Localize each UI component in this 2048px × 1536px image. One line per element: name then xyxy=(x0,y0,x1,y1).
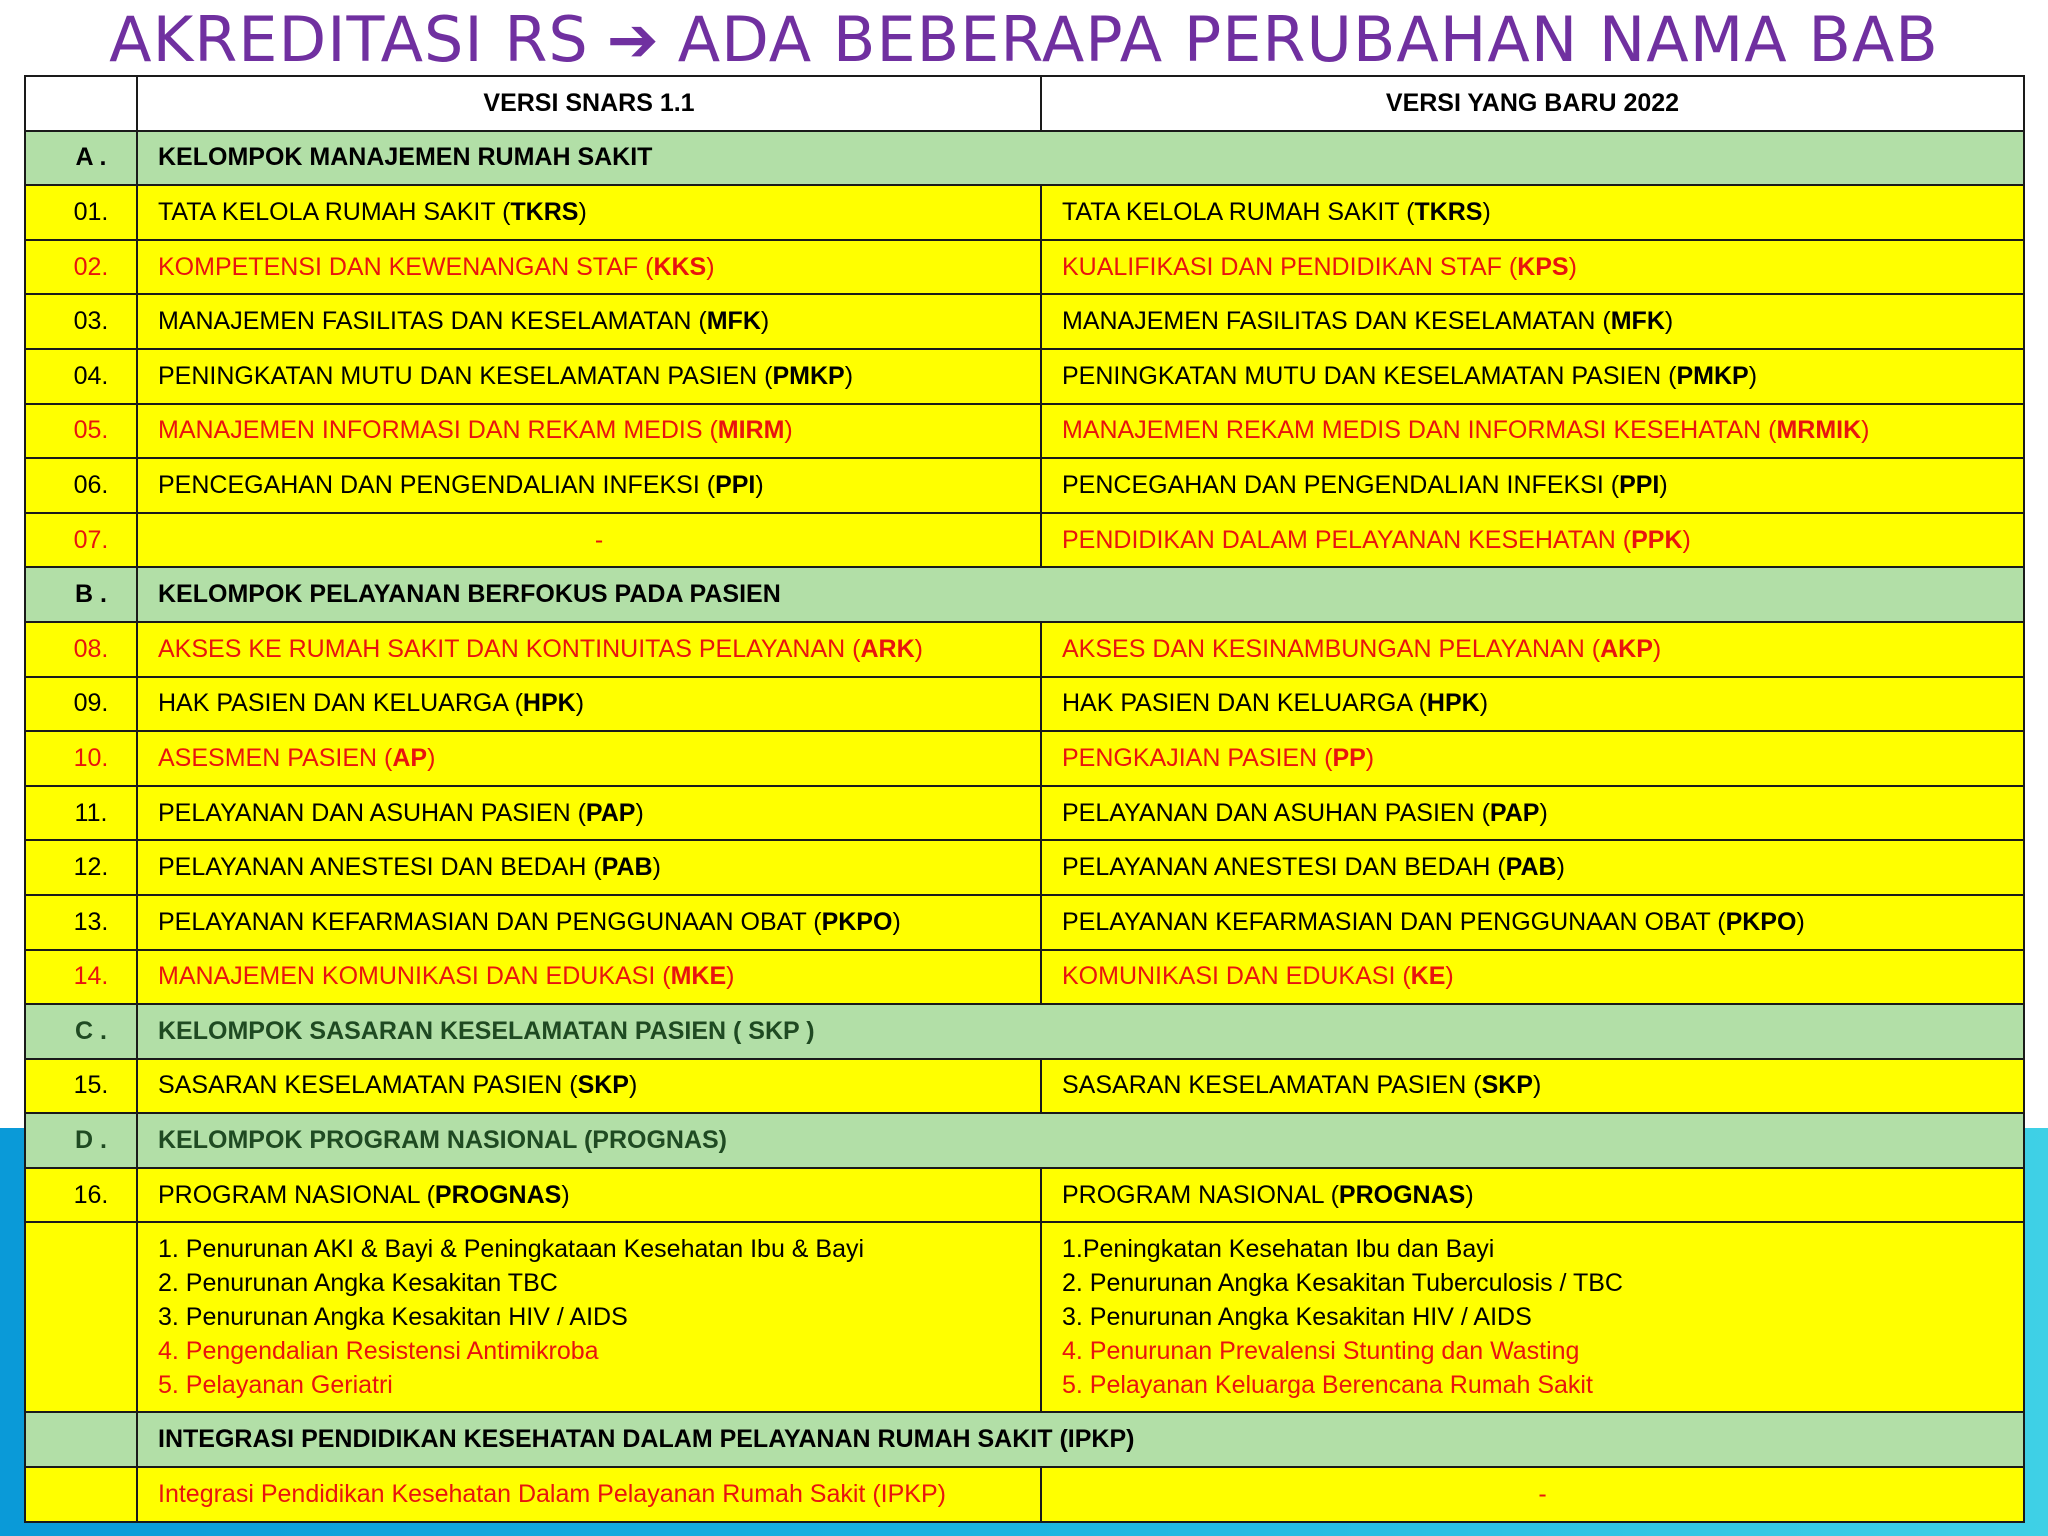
prognas-list-item: 3. Penurunan Angka Kesakitan HIV / AIDS xyxy=(158,1303,628,1332)
new-abbr: PAB xyxy=(1505,853,1557,882)
table-row xyxy=(25,731,2024,786)
old-text: AKSES KE RUMAH SAKIT DAN KONTINUITAS PELAYANAN ( xyxy=(158,634,861,663)
old-close: ) xyxy=(892,907,901,936)
old-cell xyxy=(137,786,1041,841)
row-num: 01. xyxy=(25,185,137,240)
old-text: PELAYANAN ANESTESI DAN BEDAH ( xyxy=(158,853,602,882)
new-text: KOMUNIKASI DAN EDUKASI ( xyxy=(1062,962,1411,991)
old-cell xyxy=(137,622,1041,677)
new-abbr: PKPO xyxy=(1725,907,1797,936)
old-cell xyxy=(137,840,1041,895)
table-header-row xyxy=(25,76,2024,131)
new-close: ) xyxy=(1748,361,1758,390)
new-text: MANAJEMEN FASILITAS DAN KESELAMATAN ( xyxy=(1062,307,1611,336)
prognas-new-list xyxy=(1041,1222,2024,1412)
new-text: SASARAN KESELAMATAN PASIEN ( xyxy=(1062,1071,1482,1100)
old-text: - xyxy=(594,525,604,554)
header-old-version: VERSI SNARS 1.1 xyxy=(137,76,1041,131)
new-close: ) xyxy=(1652,634,1662,663)
table-row xyxy=(25,185,2024,240)
row-num: 07. xyxy=(25,513,137,568)
old-cell xyxy=(137,950,1041,1005)
old-cell xyxy=(137,513,1041,568)
old-text: KOMPETENSI DAN KEWENANGAN STAF ( xyxy=(158,252,654,281)
group-row-ipkp xyxy=(25,1412,2024,1467)
new-close: ) xyxy=(1479,689,1489,718)
old-close: ) xyxy=(575,689,585,718)
row-num: 04. xyxy=(25,349,137,404)
table-row xyxy=(25,349,2024,404)
prognas-list-item: 5. Pelayanan Geriatri xyxy=(158,1371,393,1400)
row-num: 10. xyxy=(25,731,137,786)
old-close: ) xyxy=(427,743,436,772)
new-cell xyxy=(1041,458,2024,513)
new-close: ) xyxy=(1365,743,1375,772)
group-label: KELOMPOK MANAJEMEN RUMAH SAKIT xyxy=(137,131,2024,186)
old-abbr: TKRS xyxy=(510,197,579,226)
new-close: ) xyxy=(1861,416,1870,445)
new-cell xyxy=(1041,786,2024,841)
new-abbr: KE xyxy=(1410,962,1446,991)
group-row-b xyxy=(25,567,2024,622)
table-row xyxy=(25,294,2024,349)
new-abbr: TKRS xyxy=(1414,197,1483,226)
new-abbr: PPI xyxy=(1619,470,1660,499)
new-abbr: MRMIK xyxy=(1776,416,1862,445)
prognas-list-item: 5. Pelayanan Keluarga Berencana Rumah Sakit xyxy=(1062,1371,1593,1400)
ipkp-row xyxy=(25,1467,2024,1522)
prognas-list-item: 3. Penurunan Angka Kesakitan HIV / AIDS xyxy=(1062,1303,1532,1332)
group-label: KELOMPOK SASARAN KESELAMATAN PASIEN ( SKP ) xyxy=(137,1004,2024,1059)
table-row xyxy=(25,895,2024,950)
prognas-list-item: 4. Pengendalian Resistensi Antimikroba xyxy=(158,1337,599,1366)
old-text: TATA KELOLA RUMAH SAKIT ( xyxy=(158,197,511,226)
old-cell xyxy=(137,731,1041,786)
title-right: ADA BEBERAPA PERUBAHAN NAMA BAB xyxy=(677,3,1939,76)
table-row xyxy=(25,677,2024,732)
new-close: ) xyxy=(1568,252,1577,281)
old-close: ) xyxy=(652,853,661,882)
old-close: ) xyxy=(760,307,770,336)
old-text: HAK PASIEN DAN KELUARGA ( xyxy=(158,689,523,718)
new-abbr: HPK xyxy=(1426,689,1480,718)
table-row xyxy=(25,404,2024,459)
new-text: MANAJEMEN REKAM MEDIS DAN INFORMASI KESEHATAN ( xyxy=(1062,416,1777,445)
new-cell xyxy=(1041,1168,2024,1223)
new-close: ) xyxy=(1556,853,1565,882)
old-abbr: AP xyxy=(392,743,428,772)
new-cell xyxy=(1041,895,2024,950)
group-num xyxy=(25,1412,137,1467)
group-num: A . xyxy=(25,131,137,186)
group-label: KELOMPOK PROGRAM NASIONAL (PROGNAS) xyxy=(137,1113,2024,1168)
prognas-list-item: 2. Penurunan Angka Kesakitan TBC xyxy=(158,1269,558,1298)
page-title xyxy=(0,4,2048,76)
old-abbr: PAP xyxy=(585,798,636,827)
new-close: ) xyxy=(1445,962,1454,991)
old-cell xyxy=(137,1059,1041,1114)
group-label: INTEGRASI PENDIDIKAN KESEHATAN DALAM PELAYANAN RUMAH SAKIT (IPKP) xyxy=(137,1412,2024,1467)
old-text: PROGRAM NASIONAL ( xyxy=(158,1180,435,1209)
row-num: 13. xyxy=(25,895,137,950)
new-abbr: SKP xyxy=(1481,1071,1533,1100)
old-abbr: PKPO xyxy=(821,907,893,936)
old-cell xyxy=(137,185,1041,240)
row-num: 05. xyxy=(25,404,137,459)
table-row xyxy=(25,458,2024,513)
new-cell xyxy=(1041,513,2024,568)
old-text: PELAYANAN DAN ASUHAN PASIEN ( xyxy=(158,798,586,827)
new-cell xyxy=(1041,731,2024,786)
prognas-list-item: 4. Penurunan Prevalensi Stunting dan Wasting xyxy=(1062,1337,1580,1366)
new-abbr: PROGNAS xyxy=(1338,1180,1466,1209)
old-cell xyxy=(137,458,1041,513)
old-abbr: SKP xyxy=(577,1071,629,1100)
old-cell xyxy=(137,404,1041,459)
new-text: PENINGKATAN MUTU DAN KESELAMATAN PASIEN ( xyxy=(1062,361,1677,390)
group-row-d xyxy=(25,1113,2024,1168)
table-row xyxy=(25,240,2024,295)
group-label: KELOMPOK PELAYANAN BERFOKUS PADA PASIEN xyxy=(137,567,2024,622)
old-close: ) xyxy=(578,197,587,226)
new-abbr: KPS xyxy=(1517,252,1569,281)
new-abbr: PAP xyxy=(1489,798,1540,827)
title-left: AKREDITASI RS xyxy=(109,3,589,76)
prognas-old-list xyxy=(137,1222,1041,1412)
prognas-list-item: 1. Penurunan AKI & Bayi & Peningkataan Kesehatan Ibu & Bayi xyxy=(158,1235,865,1264)
row-num xyxy=(25,1467,137,1522)
new-cell xyxy=(1041,840,2024,895)
table-row xyxy=(25,1059,2024,1114)
old-close: ) xyxy=(755,470,764,499)
new-text: PELAYANAN DAN ASUHAN PASIEN ( xyxy=(1062,798,1490,827)
new-cell xyxy=(1041,404,2024,459)
new-close: ) xyxy=(1682,525,1691,554)
old-close: ) xyxy=(561,1180,570,1209)
ipkp-old-text: Integrasi Pendidikan Kesehatan Dalam Pelayanan Rumah Sakit (IPKP) xyxy=(137,1467,1041,1522)
group-row-a xyxy=(25,131,2024,186)
row-num: 03. xyxy=(25,294,137,349)
old-cell xyxy=(137,895,1041,950)
old-close: ) xyxy=(726,962,735,991)
new-text: PROGRAM NASIONAL ( xyxy=(1062,1180,1339,1209)
new-text: KUALIFIKASI DAN PENDIDIKAN STAF ( xyxy=(1062,252,1518,281)
old-text: MANAJEMEN FASILITAS DAN KESELAMATAN ( xyxy=(158,307,707,336)
table-row xyxy=(25,786,2024,841)
prognas-num xyxy=(25,1222,137,1412)
old-abbr: MIRM xyxy=(717,416,785,445)
arrow-right-icon: ➔ xyxy=(606,3,660,76)
new-cell xyxy=(1041,1059,2024,1114)
old-close: ) xyxy=(635,798,644,827)
prognas-list-item: 2. Penurunan Angka Kesakitan Tuberculosis / TBC xyxy=(1062,1269,1623,1298)
group-num: D . xyxy=(25,1113,137,1168)
old-text: PENINGKATAN MUTU DAN KESELAMATAN PASIEN ( xyxy=(158,361,773,390)
old-abbr: HPK xyxy=(522,689,576,718)
table-row xyxy=(25,950,2024,1005)
new-close: ) xyxy=(1664,307,1674,336)
new-abbr: AKP xyxy=(1600,634,1653,663)
new-cell xyxy=(1041,677,2024,732)
old-close: ) xyxy=(914,634,923,663)
table-row xyxy=(25,840,2024,895)
header-new-version: VERSI YANG BARU 2022 xyxy=(1041,76,2024,131)
table-row xyxy=(25,513,2024,568)
old-text: ASESMEN PASIEN ( xyxy=(158,743,393,772)
row-num: 12. xyxy=(25,840,137,895)
prognas-list-row xyxy=(25,1222,2024,1412)
new-close: ) xyxy=(1659,470,1668,499)
row-num: 15. xyxy=(25,1059,137,1114)
row-num: 11. xyxy=(25,786,137,841)
group-num: C . xyxy=(25,1004,137,1059)
new-close: ) xyxy=(1539,798,1548,827)
old-abbr: KKS xyxy=(653,252,707,281)
new-text: PELAYANAN ANESTESI DAN BEDAH ( xyxy=(1062,853,1506,882)
row-num: 16. xyxy=(25,1168,137,1223)
row-num: 14. xyxy=(25,950,137,1005)
new-close: ) xyxy=(1465,1180,1474,1209)
row-num: 02. xyxy=(25,240,137,295)
old-cell xyxy=(137,349,1041,404)
new-cell xyxy=(1041,240,2024,295)
comparison-table xyxy=(24,75,2025,1523)
old-close: ) xyxy=(706,252,715,281)
new-abbr: MFK xyxy=(1610,307,1665,336)
old-text: PENCEGAHAN DAN PENGENDALIAN INFEKSI ( xyxy=(158,470,716,499)
new-text: TATA KELOLA RUMAH SAKIT ( xyxy=(1062,197,1415,226)
old-abbr: PPI xyxy=(715,470,756,499)
old-abbr: PAB xyxy=(601,853,653,882)
old-cell xyxy=(137,677,1041,732)
new-close: ) xyxy=(1482,197,1491,226)
old-abbr: PMKP xyxy=(772,361,845,390)
new-cell xyxy=(1041,950,2024,1005)
row-num: 06. xyxy=(25,458,137,513)
new-abbr: PP xyxy=(1332,743,1366,772)
old-cell xyxy=(137,1168,1041,1223)
group-num: B . xyxy=(25,567,137,622)
group-row-c xyxy=(25,1004,2024,1059)
new-cell xyxy=(1041,294,2024,349)
old-close: ) xyxy=(844,361,854,390)
new-text: PENGKAJIAN PASIEN ( xyxy=(1062,743,1333,772)
old-abbr: ARK xyxy=(860,634,915,663)
old-abbr: PROGNAS xyxy=(434,1180,562,1209)
old-abbr: MKE xyxy=(670,962,727,991)
old-abbr: MFK xyxy=(706,307,761,336)
row-num: 08. xyxy=(25,622,137,677)
prognas-list-item: 1.Peningkatan Kesehatan Ibu dan Bayi xyxy=(1062,1235,1495,1264)
new-cell xyxy=(1041,622,2024,677)
old-text: MANAJEMEN INFORMASI DAN REKAM MEDIS ( xyxy=(158,416,718,445)
old-close: ) xyxy=(784,416,793,445)
new-text: HAK PASIEN DAN KELUARGA ( xyxy=(1062,689,1427,718)
new-cell xyxy=(1041,349,2024,404)
table-row xyxy=(25,1168,2024,1223)
old-close: ) xyxy=(628,1071,638,1100)
old-cell xyxy=(137,294,1041,349)
new-text: AKSES DAN KESINAMBUNGAN PELAYANAN ( xyxy=(1062,634,1601,663)
new-abbr: PMKP xyxy=(1676,361,1749,390)
new-text: PELAYANAN KEFARMASIAN DAN PENGGUNAAN OBAT ( xyxy=(1062,907,1726,936)
row-num: 09. xyxy=(25,677,137,732)
table-row xyxy=(25,622,2024,677)
new-cell xyxy=(1041,185,2024,240)
old-text: PELAYANAN KEFARMASIAN DAN PENGGUNAAN OBAT ( xyxy=(158,907,822,936)
old-text: MANAJEMEN KOMUNIKASI DAN EDUKASI ( xyxy=(158,962,671,991)
ipkp-new-text: - xyxy=(1041,1467,2024,1522)
old-cell xyxy=(137,240,1041,295)
new-text: PENDIDIKAN DALAM PELAYANAN KESEHATAN ( xyxy=(1062,525,1632,554)
old-text: SASARAN KESELAMATAN PASIEN ( xyxy=(158,1071,578,1100)
new-close: ) xyxy=(1796,907,1805,936)
new-abbr: PPK xyxy=(1631,525,1683,554)
new-close: ) xyxy=(1532,1071,1542,1100)
header-num xyxy=(25,76,137,131)
new-text: PENCEGAHAN DAN PENGENDALIAN INFEKSI ( xyxy=(1062,470,1620,499)
